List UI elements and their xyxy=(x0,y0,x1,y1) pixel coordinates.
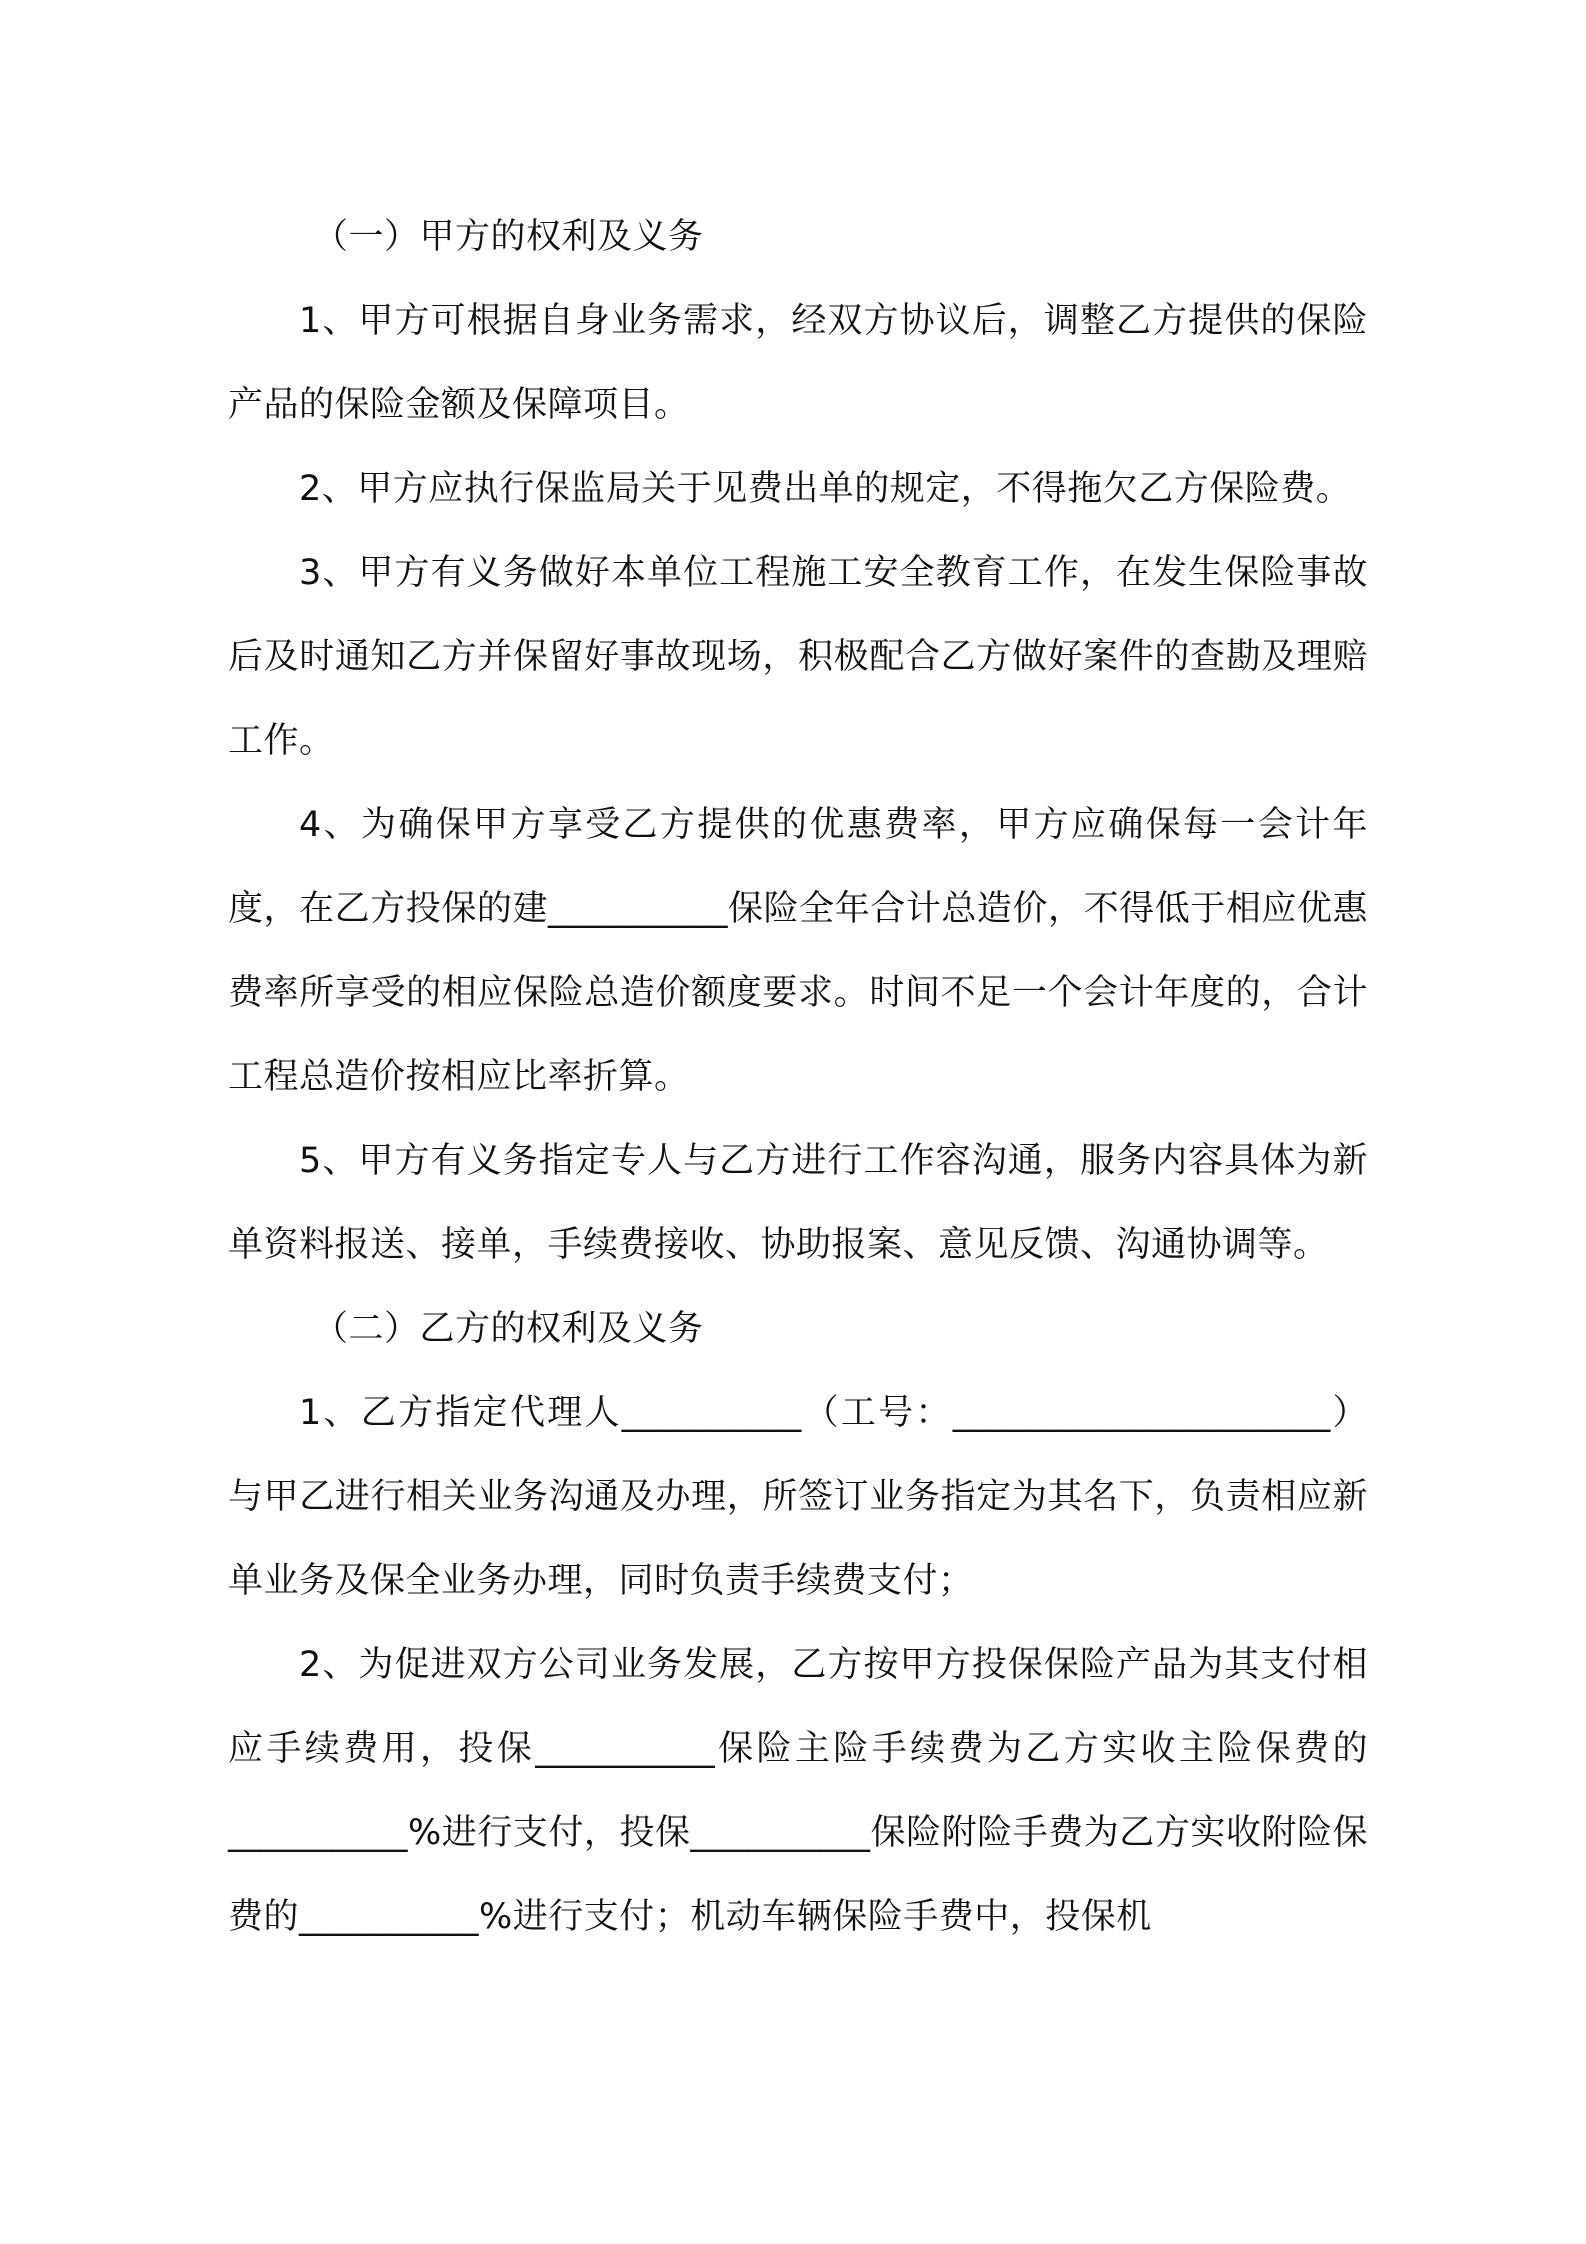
section-1-item-3: 3、甲方有义务做好本单位工程施工安全教育工作，在发生保险事故后及时通知乙方并保留好事故现场，积极配合乙方做好案件的查勘及理赔工作。 xyxy=(228,553,1368,761)
section-2-item-1: 1、乙方指定代理人__________（工号：_____________________）与甲乙进行相关业务沟通及办理，所签订业务指定为其名下，负责相应新单业务及保全业务办理，同时负责手续费支付； xyxy=(228,1393,1368,1601)
document-page xyxy=(228,195,1368,1959)
section-1-item-2: 2、甲方应执行保监局关于见费出单的规定，不得拖欠乙方保险费。 xyxy=(299,469,1352,509)
section-1-item-1: 1、甲方可根据自身业务需求，经双方协议后，调整乙方提供的保险产品的保险金额及保障项目。 xyxy=(228,301,1368,425)
section-1-heading: （一）甲方的权利及义务 xyxy=(313,217,704,257)
section-2-heading: （二）乙方的权利及义务 xyxy=(313,1309,704,1349)
section-1-item-4: 4、为确保甲方享受乙方提供的优惠费率，甲方应确保每一会计年度，在乙方投保的建__________保险全年合计总造价，不得低于相应优惠费率所享受的相应保险总造价额度要求。时间不足一个会计年度的，合计工程总造价按相应比率折算。 xyxy=(228,805,1368,1097)
section-2-item-2: 2、为促进双方公司业务发展，乙方按甲方投保保险产品为其支付相应手续费用，投保__________保险主险手续费为乙方实收主险保费的__________%进行支付，投保__________保险附险手费为乙方实收附险保费的__________%进行支付；机动车辆保险手费中，投保机 xyxy=(228,1645,1368,1937)
section-1-item-5: 5、甲方有义务指定专人与乙方进行工作容沟通，服务内容具体为新单资料报送、接单，手续费接收、协助报案、意见反馈、沟通协调等。 xyxy=(228,1141,1368,1265)
